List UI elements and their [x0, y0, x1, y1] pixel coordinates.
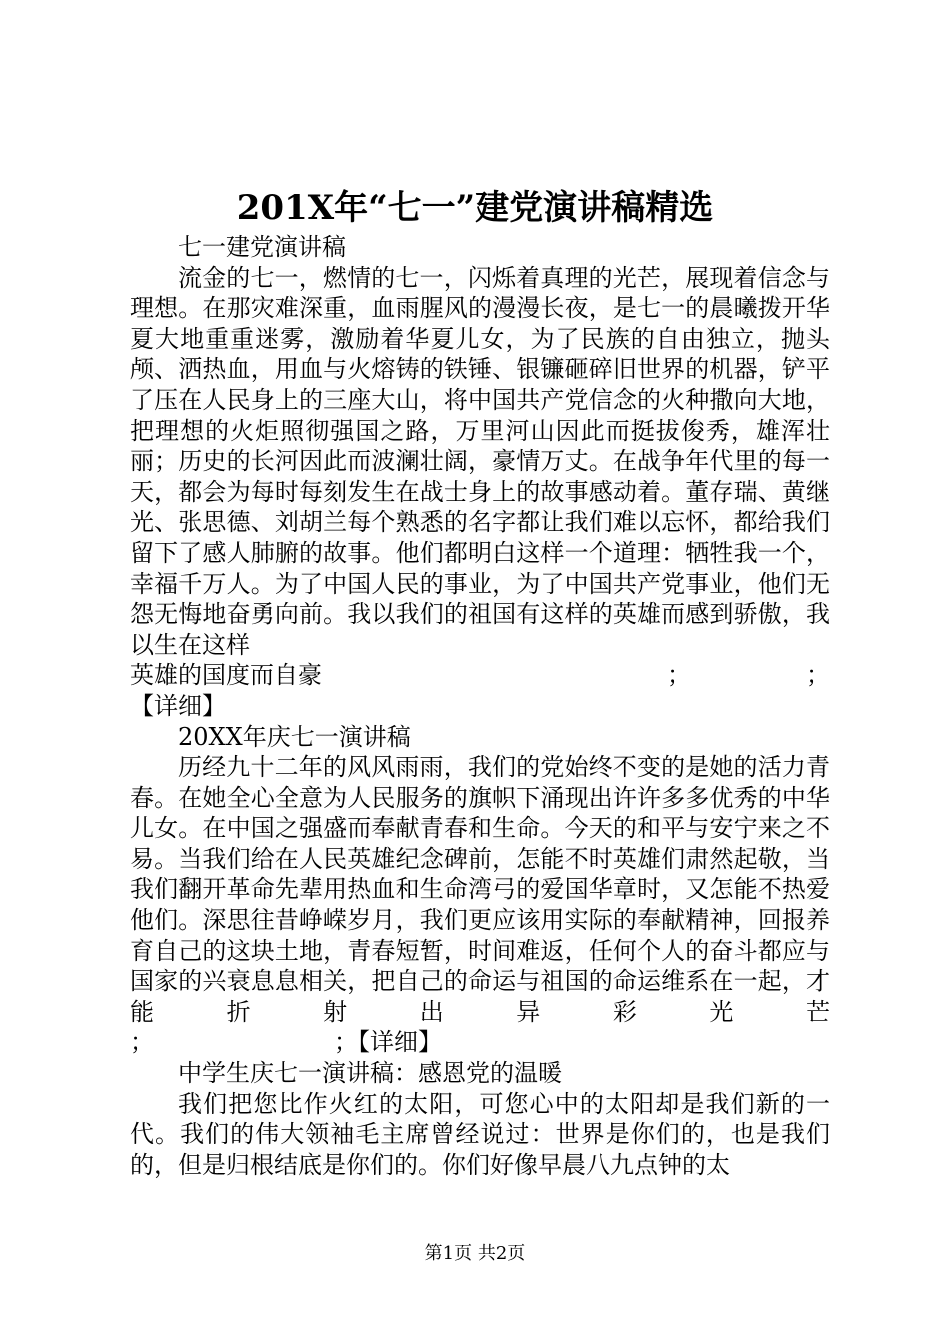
separator: ； [334, 1028, 358, 1057]
section-paragraph: 历经九十二年的风风雨雨，我们的党始终不变的是她的活力青春。在她全心全意为人民服务的旗帜下涌现出许许多多优秀的中华儿女。在中国之强盛而奉献青春和生命。今天的和平与安宁来之不易。当我们给在人民英雄纪念碑前，怎能不时英雄们肃然起敬，当我们翻开革命先辈用热血和生命湾弓的爱国华章时，又怎能不热爱他们。深思往昔峥嵘岁月，我们更应该用实际的奉献精神，回报养育自己的这块土地，青春短暂，时间难返，任何个人的奋斗都应与国家的兴衰息息相关，把自己的命运与祖国的命运维系在一起，才能折射出异彩光芒 [130, 753, 830, 1026]
section-heading: 中学生庆七一演讲稿：感恩党的温暖 [178, 1059, 562, 1088]
section-closing-line [130, 1027, 830, 1058]
document-body [130, 232, 830, 1180]
document-title: 201X年“七一”建党演讲稿精选 [236, 188, 714, 228]
section-heading: 七一建党演讲稿 [178, 233, 346, 261]
section-heading: 20XX年庆七一演讲稿 [178, 722, 411, 751]
separator: ； [130, 1028, 154, 1057]
page-footer: 第1页 共2页 [424, 1243, 526, 1264]
separator: ； [667, 661, 691, 690]
closing-text: 英雄的国度而自豪 [130, 661, 322, 690]
section-paragraph: 流金的七一，燃情的七一，闪烁着真理的光芒，展现着信念与理想。在那灾难深重，血雨腥风的漫漫长夜，是七一的晨曦拨开华夏大地重重迷雾，激励着华夏儿女，为了民族的自由独立，抛头颅、洒热血，用血与火熔铸的铁锤、银镰砸碎旧世界的机器，铲平了压在人民身上的三座大山，将中国共产党信念的火种撒向大地，把理想的火炬照彻强国之路，万里河山因此而挺拔俊秀，雄浑壮丽；历史的长河因此而波澜壮阔，豪情万丈。在战争年代里的每一天，都会为每时每刻发生在战士身上的故事感动着。董存瑞、黄继光、张思德、刘胡兰每个熟悉的名字都让我们难以忘怀，都给我们留下了感人肺腑的故事。他们都明白这样一个道理：牺牲我一个，幸福千万人。为了中国人民的事业，为了中国共产党事业，他们无怨无悔地奋勇向前。我以我们的祖国有这样的英雄而感到骄傲，我以生在这样 [130, 263, 830, 659]
section-closing-line [130, 660, 830, 691]
detail-link[interactable]: 【详细】 [130, 691, 226, 720]
detail-link[interactable]: 【详细】 [358, 1028, 442, 1057]
separator: ； [806, 661, 830, 690]
section-paragraph: 我们把您比作火红的太阳，可您心中的太阳却是我们新的一代。我们的伟大领袖毛主席曾经说过：世界是你们的，也是我们的，但是归根结底是你们的。你们好像早晨八九点钟的太 [130, 1089, 830, 1179]
